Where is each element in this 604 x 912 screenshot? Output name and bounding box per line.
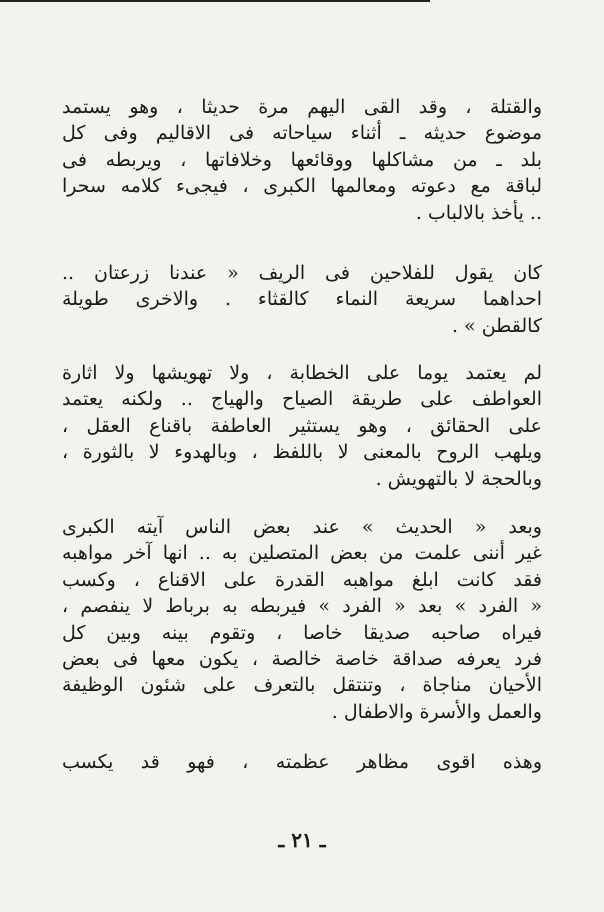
text-line: وهذه اقوى مظاهر عظمته ، فهو قد يكسب <box>62 751 542 773</box>
text-line: لم يعتمد يوما على الخطابة ، ولا تهويشها ولا اثارة <box>62 362 542 384</box>
text-line: « الفرد » بعد « الفرد » فيربطه به برباط لا ينفصم ، <box>62 595 542 618</box>
book-page-body <box>62 94 542 773</box>
paragraph-5 <box>62 749 542 775</box>
text-line: والقتلة ، وقد القى اليهم مرة حديثا ، وهو يستمد <box>62 96 542 118</box>
text-line: غير أننى علمت من بعض المتصلين به .. انها آخر مواهبه <box>62 542 542 565</box>
text-line: موضوع حديثه ـ أثناء سياحاته فى الاقاليم وفى كل <box>62 122 542 145</box>
text-line: احداهما سريعة النماء كالقثاء . والاخرى طويلة <box>62 288 542 311</box>
text-line: والعمل والأسرة والاطفال . <box>331 700 542 723</box>
paragraph-1 <box>62 94 542 226</box>
text-line: وبالحجة لا بالتهويش . <box>375 467 542 490</box>
text-line: فيراه صاحبه صديقا خاصا ، وتقوم بينه وبين كل <box>62 621 542 644</box>
text-line: الأحيان مناجاة ، وتنتقل بالتعرف على شئون الوظيفة <box>62 674 542 697</box>
paragraph-2 <box>62 260 542 339</box>
paragraph-3 <box>62 360 542 492</box>
page-number: ـ ٢١ ـ <box>278 828 326 852</box>
text-line: العواطف على طريقة الصياح والهياج .. ولكنه يعتمد <box>62 388 542 411</box>
text-line: لباقة مع دعوته ومعالمها الكبرى ، فيجىء كلامه سحرا <box>62 175 542 198</box>
text-line: فرد يعرفه صداقة خاصة خالصة ، يكون معها فى بعض <box>62 647 542 670</box>
paragraph-4 <box>62 514 542 725</box>
text-line: بلد ـ من مشاكلها ووقائعها وخلافاتها ، ويربطه فى <box>62 148 542 171</box>
text-line: على الحقائق ، وهو يستثير العاطفة باقناع العقل ، <box>62 414 542 437</box>
text-line: .. يأخذ بالالباب . <box>415 201 542 224</box>
text-line: كان يقول للفلاحين فى الريف « عندنا زرعتان .. <box>62 262 542 284</box>
text-line: فقد كانت ابلغ مواهبه القدرة على الاقناع ، وكسب <box>62 568 542 591</box>
text-line: ويلهب الروح بالمعنى لا باللفظ ، وبالهدوء لا بالثورة ، <box>62 441 542 464</box>
text-line: كالقطن » . <box>451 314 542 337</box>
text-line: وبعد « الحديث » عند بعض الناس آيته الكبرى <box>62 516 542 538</box>
page-top-edge <box>0 0 430 2</box>
